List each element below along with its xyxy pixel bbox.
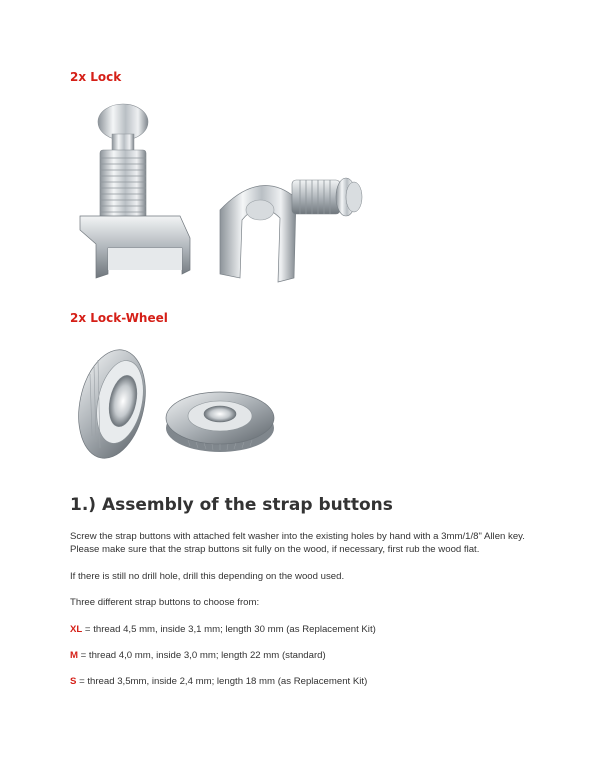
- option-m-size: M: [70, 650, 78, 661]
- lock-wheel-section-title: 2x Lock-Wheel: [70, 311, 168, 325]
- option-s-desc: = thread 3,5mm, inside 2,4 mm; length 18 mm (as Replacement Kit): [76, 676, 368, 687]
- option-s: [70, 675, 525, 688]
- assembly-paragraph-2: If there is still no drill hole, drill this depending on the wood used.: [70, 571, 345, 582]
- option-s-size: S: [70, 676, 77, 687]
- lock-product-photo: [70, 98, 370, 293]
- assembly-heading: 1.) Assembly of the strap buttons: [70, 495, 393, 515]
- assembly-paragraph-3: Three different strap buttons to choose from:: [70, 597, 260, 608]
- assembly-paragraph-1: Screw the strap buttons with attached felt washer into the existing holes by hand with a 3mm/1/8" Allen key. Please make sure that the strap buttons sit fully on the wood, if necessary, first rub the wood flat.: [70, 531, 525, 556]
- lock-section-title: 2x Lock: [70, 70, 122, 84]
- lock-wheel-product-photo: [70, 344, 285, 469]
- option-xl-size: XL: [70, 624, 83, 635]
- option-xl: [70, 623, 525, 636]
- option-m: [70, 649, 525, 662]
- option-m-desc: = thread 4,0 mm, inside 3,0 mm; length 22 mm (standard): [78, 650, 326, 661]
- option-xl-desc: = thread 4,5 mm, inside 3,1 mm; length 30 mm (as Replacement Kit): [82, 624, 376, 635]
